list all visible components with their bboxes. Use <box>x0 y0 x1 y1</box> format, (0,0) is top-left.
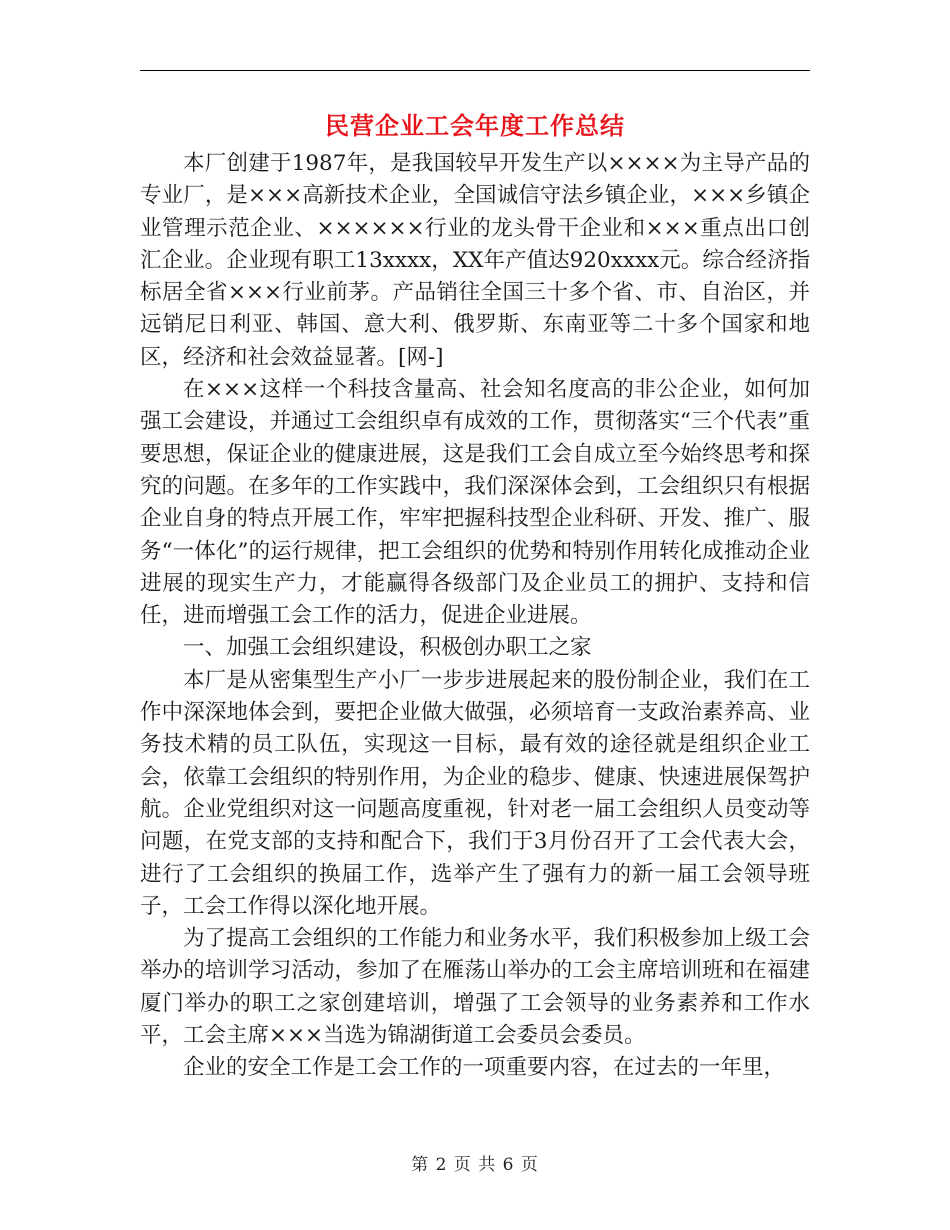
paragraph-organization: 本厂是从密集型生产小厂一步步进展起来的股份制企业，我们在工作中深深地体会到，要把企业做大做强，必须培育一支政治素养高、业务技术精的员工队伍，实现这一目标，最有效的途径就是组织企业工会，依靠工会组织的特别作用，为企业的稳步、健康、快速进展保驾护航。企业党组织对这一问题高度重视，针对老一届工会组织人员变动等问题，在党支部的支持和配合下，我们于3月份召开了工会代表大会，进行了工会组织的换届工作，选举产生了强有力的新一届工会领导班子，工会工作得以深化地开展。 <box>140 667 810 919</box>
page-footer: 第 2 页 共 6 页 <box>411 1155 539 1175</box>
paragraph-training: 为了提高工会组织的工作能力和业务水平，我们积极参加上级工会举办的培训学习活动，参加了在雁荡山举办的工会主席培训班和在福建厦门举办的职工之家创建培训，增强了工会领导的业务素养和工作水平，工会主席×××当选为锦湖街道工会委员会委员。 <box>140 926 810 1049</box>
paragraph-intro: 本厂创建于1987年，是我国较早开发生产以××××为主导产品的专业厂，是×××高新技术企业，全国诚信守法乡镇企业，×××乡镇企业管理示范企业、××××××行业的龙头骨干企业和×××重点出口创汇企业。企业现有职工13xxxx，XX年产值达920xxxx元。综合经济指标居全省×××行业前茅。产品销往全国三十多个省、市、自治区，并远销尼日利亚、韩国、意大利、俄罗斯、东南亚等二十多个国家和地区，经济和社会效益显著。[网-] <box>140 151 810 370</box>
document-title: 民营企业工会年度工作总结 <box>325 111 625 140</box>
header-rule <box>140 70 810 71</box>
section-heading: 一、加强工会组织建设，积极创办职工之家 <box>183 635 592 661</box>
paragraph-safety: 企业的安全工作是工会工作的一项重要内容，在过去的一年里， <box>183 1055 786 1081</box>
paragraph-union-building: 在×××这样一个科技含量高、社会知名度高的非公企业，如何加强工会建设，并通过工会组织卓有成效的工作，贯彻落实“三个代表”重要思想，保证企业的健康进展，这是我们工会自成立至今始终思考和探究的问题。在多年的工作实践中，我们深深体会到，工会组织只有根据企业自身的特点开展工作，牢牢把握科技型企业科研、开发、推广、服务“一体化”的运行规律，把工会组织的优势和特别作用转化成推动企业进展的现实生产力，才能赢得各级部门及企业员工的拥护、支持和信任，进而增强工会工作的活力，促进企业进展。 <box>140 377 810 629</box>
document-body <box>140 148 810 1085</box>
